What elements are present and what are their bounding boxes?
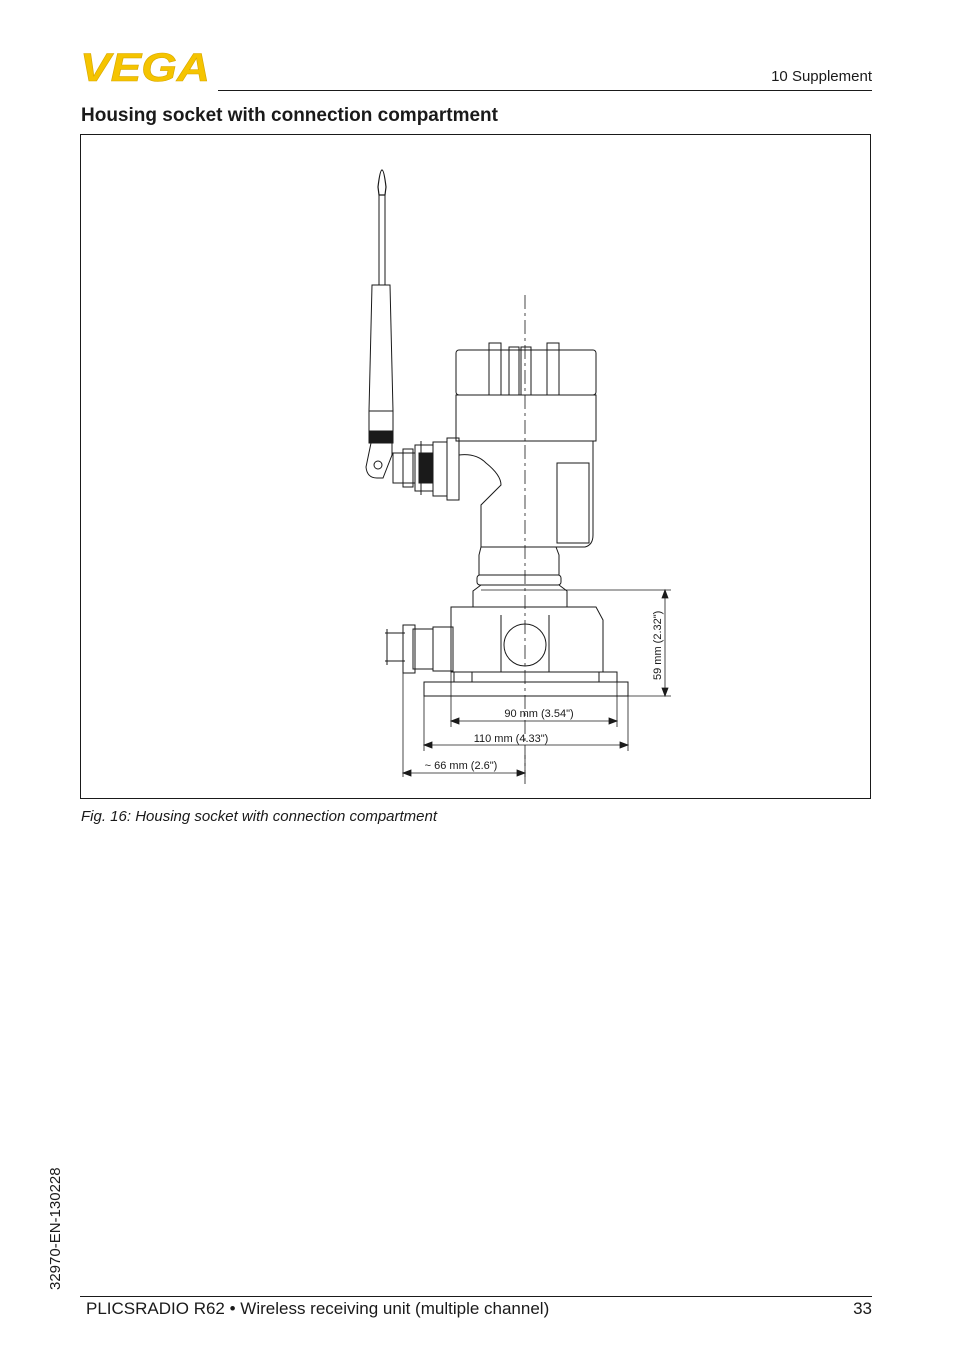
technical-drawing [81, 135, 872, 800]
lower-cable-gland [385, 625, 453, 673]
antenna [366, 170, 393, 478]
height-dimension [481, 590, 671, 696]
section-label: 10 Supplement [771, 68, 872, 85]
page-title: Housing socket with connection compartment [81, 105, 498, 126]
page-number: 33 [853, 1299, 872, 1318]
vega-logo-text: VEGA [80, 50, 210, 84]
footer-document-title: PLICSRADIO R62 • Wireless receiving unit (multiple channel) [86, 1299, 550, 1318]
header-rule [218, 90, 872, 91]
upper-cable-gland [393, 438, 459, 500]
housing-cover [456, 343, 596, 441]
dim-outer-width-label: 110 mm (4.33") [473, 733, 549, 745]
figure-box [80, 134, 871, 799]
dim-inner-width-label: 90 mm (3.54") [504, 708, 574, 720]
vega-logo [80, 50, 212, 84]
housing-body [459, 441, 593, 607]
dim-height-label: 59 mm (2.32") [652, 610, 664, 680]
document-id: 32970-EN-130228 [47, 1167, 64, 1290]
dim-offset-label: ~ 66 mm (2.6") [424, 760, 498, 772]
connection-compartment [424, 607, 628, 696]
figure-caption: Fig. 16: Housing socket with connection compartment [81, 808, 438, 825]
footer-rule [80, 1296, 872, 1297]
